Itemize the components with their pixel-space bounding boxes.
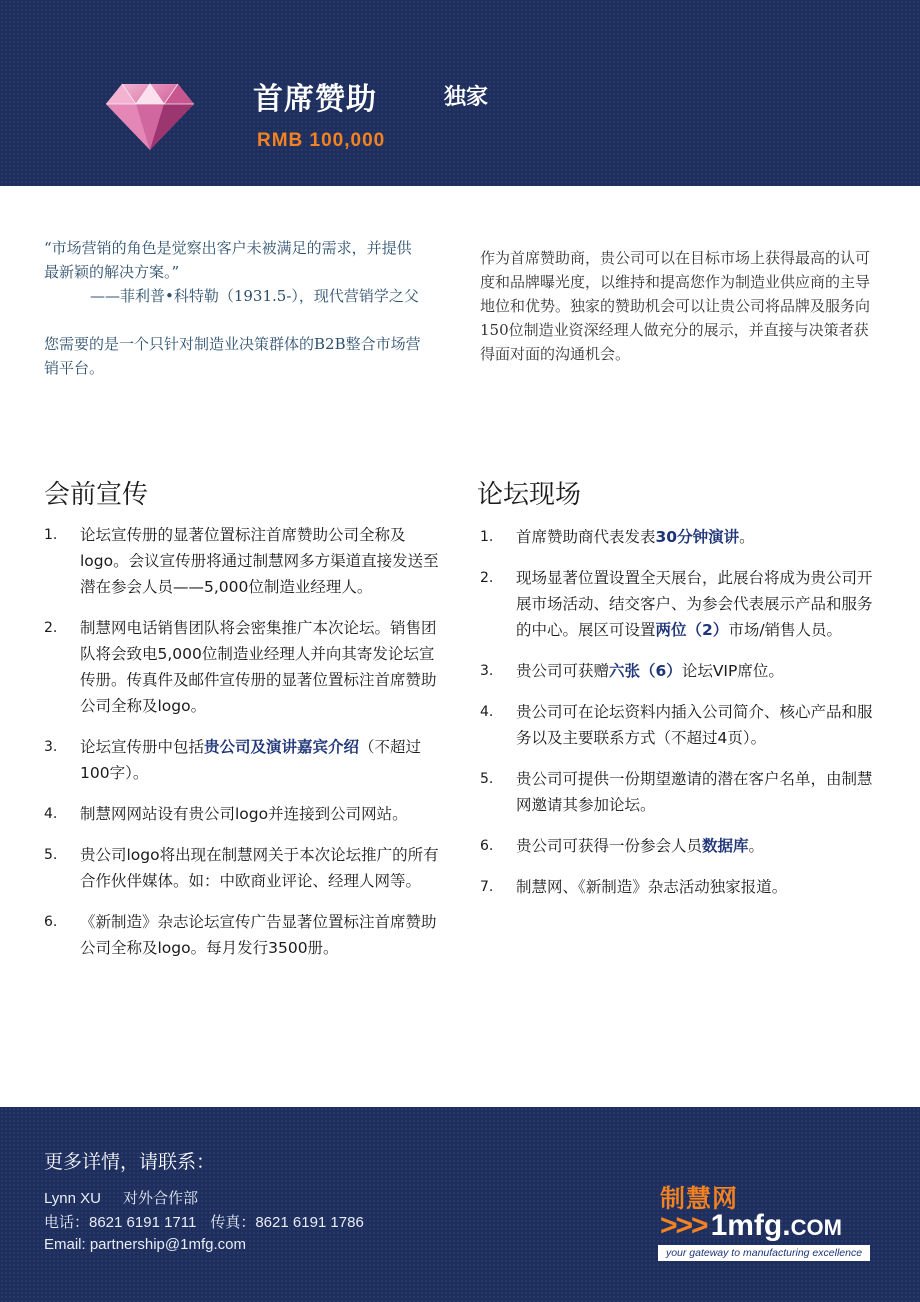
list-item (44, 522, 444, 600)
item-highlight: 六张（6） (609, 662, 682, 680)
contact-tel: 电话：8621 6191 1711 (44, 1214, 197, 1231)
item-number: 3. (480, 663, 494, 679)
pre-event-title: 会前宣传 (44, 480, 149, 510)
contact-name: Lynn XU (44, 1190, 101, 1207)
item-text-tail: 。 (748, 837, 765, 855)
list-item (44, 734, 444, 786)
brand-logo (658, 1179, 872, 1265)
item-number: 5. (480, 771, 494, 787)
quote-block (44, 236, 424, 380)
onsite-list (480, 524, 880, 915)
item-text: 贵公司可获赠 (516, 662, 610, 680)
item-text: 贵公司可提供一份期望邀请的潜在客户名单，由制慧网邀请其参加论坛。 (516, 770, 873, 814)
item-highlight: 贵公司及演讲嘉宾介绍 (204, 738, 360, 756)
quote-spacer (44, 308, 424, 332)
list-item (44, 909, 444, 961)
item-number: 1. (480, 529, 494, 545)
exclusive-label: 独家 (444, 85, 489, 110)
list-item (480, 699, 880, 751)
logo-wordmark (660, 1209, 842, 1243)
list-item (480, 874, 880, 900)
item-text-tail: 市场/销售人员。 (728, 621, 843, 639)
item-number: 5. (44, 847, 58, 863)
item-number: 3. (44, 739, 58, 755)
item-text-tail: 。 (739, 528, 755, 546)
item-number: 4. (44, 806, 58, 822)
list-item (480, 658, 880, 684)
diamond-icon (104, 78, 196, 152)
item-text: 首席赞助商代表发表 (516, 528, 656, 546)
item-text: 论坛宣传册中包括 (80, 738, 205, 756)
onsite-title: 论坛现场 (477, 480, 582, 510)
contact-fax: 传真：8621 6191 1786 (210, 1214, 364, 1231)
item-number: 1. (44, 527, 58, 543)
sponsor-title: 首席赞助 (253, 82, 377, 117)
list-item (44, 842, 444, 894)
list-item (480, 766, 880, 818)
item-text-tail: 论坛VIP席位。 (681, 662, 784, 680)
logo-arrows-icon: >>> (660, 1209, 707, 1242)
quote-tagline: 您需要的是一个只针对制造业决策群体的B2B整合市场营销平台。 (44, 335, 421, 377)
item-text: 制慧网电话销售团队将会密集推广本次论坛。销售团队将会致电5,000位制造业经理人并向其寄发论坛宣传册。传真件及邮件宣传册的显著位置标注首席赞助公司全称及logo。 (80, 619, 437, 715)
contact-title: 更多详情，请联系： (44, 1151, 216, 1173)
contact-phone-row (44, 1211, 364, 1232)
item-text: 贵公司可在论坛资料内插入公司简介、核心产品和服务以及主要联系方式（不超过4页）。 (516, 703, 873, 747)
item-number: 6. (44, 914, 58, 930)
contact-department: 对外合作部 (122, 1190, 198, 1207)
item-number: 7. (480, 879, 494, 895)
logo-chinese-name: 制慧网 (660, 1184, 739, 1213)
contact-email[interactable]: Email: partnership@1mfg.com (44, 1236, 246, 1253)
item-text: 制慧网网站设有贵公司logo并连接到公司网站。 (80, 805, 408, 823)
item-text: 论坛宣传册的显著位置标注首席赞助公司全称及logo。会议宣传册将通过制慧网多方渠道直接发送至潜在参会人员——5,000位制造业经理人。 (80, 526, 439, 596)
item-text: 制慧网、《新制造》杂志活动独家报道。 (516, 878, 788, 896)
list-item (480, 833, 880, 859)
list-item (44, 801, 444, 827)
item-text: 现场显著位置设置全天展台，此展台将成为贵公司开展市场活动、结交客户、为参会代表展示产品和服务的中心。展区可设置 (516, 569, 873, 639)
footer-contact (0, 1107, 920, 1302)
item-number: 2. (480, 570, 494, 586)
item-text: 《新制造》杂志论坛宣传广告显著位置标注首席赞助公司全称及logo。每月发行3500册。 (80, 913, 437, 957)
item-highlight: 两位（2） (655, 621, 729, 639)
quote-attribution: ——菲利普•科特勒（1931.5-），现代营销学之父 (90, 287, 419, 305)
list-item (44, 615, 444, 719)
item-number: 6. (480, 838, 494, 854)
logo-tagline: your gateway to manufacturing excellence (658, 1245, 870, 1261)
item-text-tail: （不超过100字）。 (80, 738, 422, 782)
quote-text: “市场营销的角色是觉察出客户未被满足的需求，并提供最新颖的解决方案。” (44, 239, 412, 281)
list-item (480, 524, 880, 550)
contact-name-row (44, 1187, 198, 1208)
item-number: 4. (480, 704, 494, 720)
item-number: 2. (44, 620, 58, 636)
item-text: 贵公司可获得一份参会人员 (516, 837, 703, 855)
item-highlight: 30分钟演讲 (655, 528, 740, 546)
logo-brand: 1mfg. (710, 1209, 791, 1242)
header-banner (0, 0, 920, 186)
logo-com: COM (790, 1215, 842, 1240)
intro-paragraph: 作为首席赞助商，贵公司可以在目标市场上获得最高的认可度和品牌曝光度，以维持和提高您作为制造业供应商的主导地位和优势。独家的赞助机会可以让贵公司将品牌及服务向150位制造业资深经理人做充分的展示，并直接与决策者获得面对面的沟通机会。 (480, 249, 871, 363)
item-highlight: 数据库 (702, 837, 749, 855)
pre-event-list (44, 522, 444, 976)
item-text: 贵公司logo将出现在制慧网关于本次论坛推广的所有合作伙伴媒体。如：中欧商业评论、经理人网等。 (80, 846, 439, 890)
list-item (480, 565, 880, 643)
sponsor-price: RMB 100,000 (257, 130, 386, 151)
